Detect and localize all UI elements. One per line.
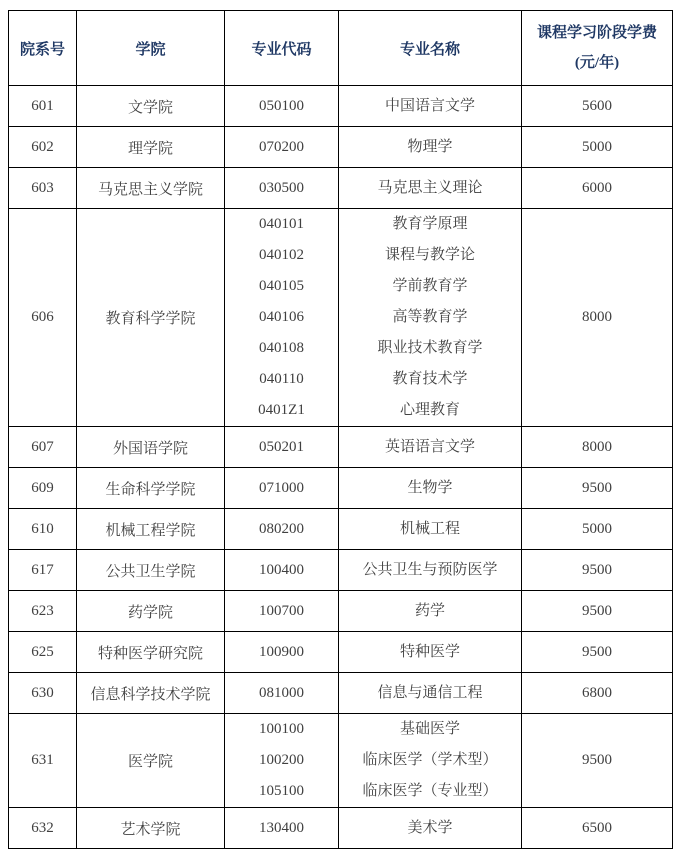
table-row [9, 86, 673, 127]
major-code: 040106 [259, 309, 304, 325]
major-code: 0401Z1 [258, 402, 305, 418]
cell-major-codes [225, 509, 339, 550]
cell-major-codes [225, 591, 339, 632]
cell-dept-no: 632 [9, 808, 77, 849]
table-row [9, 550, 673, 591]
cell-dept-no: 603 [9, 168, 77, 209]
cell-college: 文学院 [77, 86, 225, 127]
cell-major-codes [225, 550, 339, 591]
major-name: 临床医学（学术型） [362, 752, 498, 768]
major-name: 生物学 [407, 479, 453, 496]
major-code: 070200 [259, 138, 304, 155]
cell-tuition: 9500 [522, 550, 673, 591]
major-code: 100700 [259, 602, 304, 619]
cell-major-names [339, 550, 522, 591]
cell-college: 外国语学院 [77, 427, 225, 468]
cell-college: 理学院 [77, 127, 225, 168]
major-code: 040102 [259, 247, 304, 263]
cell-major-names [339, 168, 522, 209]
cell-college: 机械工程学院 [77, 509, 225, 550]
table-row [9, 509, 673, 550]
cell-tuition: 5000 [522, 509, 673, 550]
cell-major-names [339, 209, 522, 427]
cell-college: 药学院 [77, 591, 225, 632]
major-name: 高等教育学 [392, 309, 468, 325]
major-code: 100100 [259, 721, 304, 737]
cell-tuition: 9500 [522, 468, 673, 509]
cell-college: 艺术学院 [77, 808, 225, 849]
table-row [9, 673, 673, 714]
header-tuition [522, 11, 673, 86]
major-code: 130400 [259, 819, 304, 836]
table-row [9, 591, 673, 632]
cell-dept-no: 609 [9, 468, 77, 509]
major-code: 040105 [259, 278, 304, 294]
cell-dept-no: 606 [9, 209, 77, 427]
major-code: 100200 [259, 752, 304, 768]
cell-major-names [339, 673, 522, 714]
header-college: 学院 [77, 11, 225, 86]
header-dept-no: 院系号 [9, 11, 77, 86]
cell-major-codes [225, 673, 339, 714]
major-code: 081000 [259, 684, 304, 701]
cell-college: 医学院 [77, 714, 225, 808]
table-row [9, 127, 673, 168]
header-tuition-line1: 课程学习阶段学费 [536, 25, 657, 41]
cell-major-codes [225, 86, 339, 127]
cell-major-names [339, 468, 522, 509]
major-code: 040110 [259, 371, 304, 387]
major-name: 公共卫生与预防医学 [362, 561, 498, 578]
cell-college: 信息科学技术学院 [77, 673, 225, 714]
cell-tuition: 6000 [522, 168, 673, 209]
major-code: 105100 [259, 783, 304, 799]
table-row [9, 808, 673, 849]
cell-tuition: 8000 [522, 209, 673, 427]
major-name: 机械工程 [399, 520, 460, 537]
cell-dept-no: 630 [9, 673, 77, 714]
major-name: 课程与教学论 [384, 247, 475, 263]
cell-college: 公共卫生学院 [77, 550, 225, 591]
table-row [9, 427, 673, 468]
cell-tuition: 8000 [522, 427, 673, 468]
cell-dept-no: 631 [9, 714, 77, 808]
cell-major-names [339, 127, 522, 168]
major-name: 职业技术教育学 [377, 340, 483, 356]
header-row [9, 11, 673, 86]
major-name: 美术学 [407, 819, 453, 836]
major-name: 学前教育学 [392, 278, 468, 294]
cell-major-codes [225, 808, 339, 849]
cell-major-codes [225, 427, 339, 468]
cell-tuition: 9500 [522, 714, 673, 808]
major-name: 药学 [414, 602, 445, 619]
cell-major-names [339, 808, 522, 849]
cell-college: 特种医学研究院 [77, 632, 225, 673]
major-code: 100900 [259, 643, 304, 660]
cell-dept-no: 601 [9, 86, 77, 127]
cell-dept-no: 623 [9, 591, 77, 632]
cell-dept-no: 625 [9, 632, 77, 673]
table-row [9, 468, 673, 509]
cell-tuition: 5000 [522, 127, 673, 168]
cell-major-codes [225, 632, 339, 673]
table-row [9, 714, 673, 808]
cell-major-names [339, 714, 522, 808]
cell-tuition: 9500 [522, 632, 673, 673]
major-name: 临床医学（专业型） [362, 783, 498, 799]
cell-major-codes [225, 468, 339, 509]
cell-tuition: 5600 [522, 86, 673, 127]
major-code: 100400 [259, 561, 304, 578]
major-name: 基础医学 [399, 721, 460, 737]
major-name: 马克思主义理论 [377, 179, 483, 196]
major-code: 030500 [259, 179, 304, 196]
major-code: 080200 [259, 520, 304, 537]
major-name: 物理学 [407, 138, 453, 155]
major-name: 信息与通信工程 [377, 684, 483, 701]
cell-major-names [339, 591, 522, 632]
cell-major-names [339, 427, 522, 468]
cell-major-names [339, 632, 522, 673]
cell-major-codes [225, 127, 339, 168]
major-name: 中国语言文学 [384, 97, 475, 114]
cell-major-codes [225, 168, 339, 209]
major-name: 教育技术学 [392, 371, 468, 387]
cell-tuition: 6500 [522, 808, 673, 849]
header-major-code: 专业代码 [225, 11, 339, 86]
table-row [9, 168, 673, 209]
major-code: 050201 [259, 438, 304, 455]
major-code: 040101 [259, 216, 304, 232]
major-name: 心理教育 [399, 402, 460, 418]
table-row [9, 209, 673, 427]
cell-major-names [339, 509, 522, 550]
tuition-table [8, 10, 673, 849]
cell-dept-no: 602 [9, 127, 77, 168]
cell-dept-no: 607 [9, 427, 77, 468]
cell-college: 生命科学学院 [77, 468, 225, 509]
major-code: 050100 [259, 97, 304, 114]
cell-major-codes [225, 209, 339, 427]
header-major-name: 专业名称 [339, 11, 522, 86]
cell-major-names [339, 86, 522, 127]
header-tuition-line2: (元/年) [574, 55, 620, 71]
cell-tuition: 6800 [522, 673, 673, 714]
cell-major-codes [225, 714, 339, 808]
cell-dept-no: 617 [9, 550, 77, 591]
major-name: 英语语言文学 [384, 438, 475, 455]
table-row [9, 632, 673, 673]
major-name: 教育学原理 [392, 216, 468, 232]
major-code: 040108 [259, 340, 304, 356]
cell-tuition: 9500 [522, 591, 673, 632]
cell-college: 教育科学学院 [77, 209, 225, 427]
major-name: 特种医学 [399, 643, 460, 660]
cell-college: 马克思主义学院 [77, 168, 225, 209]
cell-dept-no: 610 [9, 509, 77, 550]
major-code: 071000 [259, 479, 304, 496]
